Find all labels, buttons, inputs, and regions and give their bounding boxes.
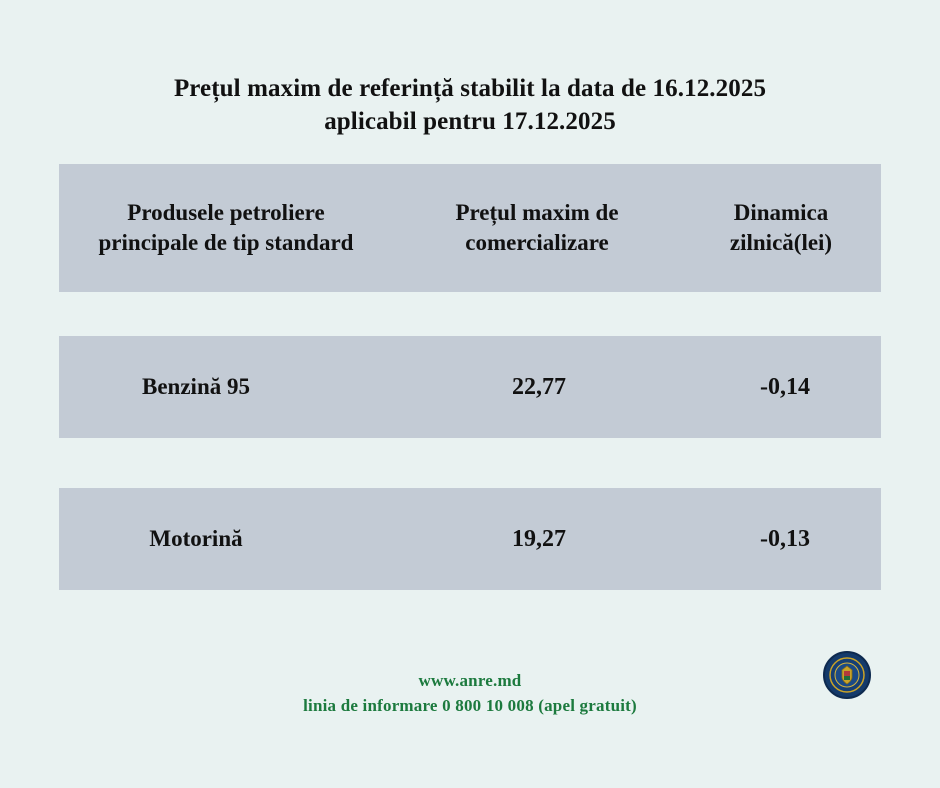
anre-emblem-icon	[823, 651, 871, 699]
table-row	[59, 488, 881, 590]
cell-product: Benzină 95	[142, 374, 250, 399]
footer-website[interactable]: www.anre.md	[418, 671, 522, 690]
footer	[0, 668, 940, 718]
cell-dynamics: -0,13	[760, 525, 810, 552]
cell-dynamics: -0,14	[760, 373, 810, 400]
table-row	[59, 336, 881, 438]
footer-infoline: linia de informare 0 800 10 008 (apel gratuit)	[303, 696, 637, 715]
fuel-price-table	[59, 164, 881, 590]
table-header-row	[59, 164, 881, 292]
column-header-product: Produsele petroliere principale de tip standard	[98, 200, 354, 255]
cell-price: 19,27	[512, 525, 566, 552]
column-header-dynamics: Dinamica zilnică(lei)	[729, 200, 833, 255]
title-line-1: Prețul maxim de referință stabilit la data de 16.12.2025	[173, 75, 767, 102]
title-line-2: aplicabil pentru 17.12.2025	[324, 108, 616, 135]
column-header-price: Prețul maxim de comercializare	[455, 200, 619, 255]
cell-price: 22,77	[512, 373, 566, 400]
cell-product: Motorină	[149, 526, 243, 551]
page-title	[0, 0, 940, 138]
